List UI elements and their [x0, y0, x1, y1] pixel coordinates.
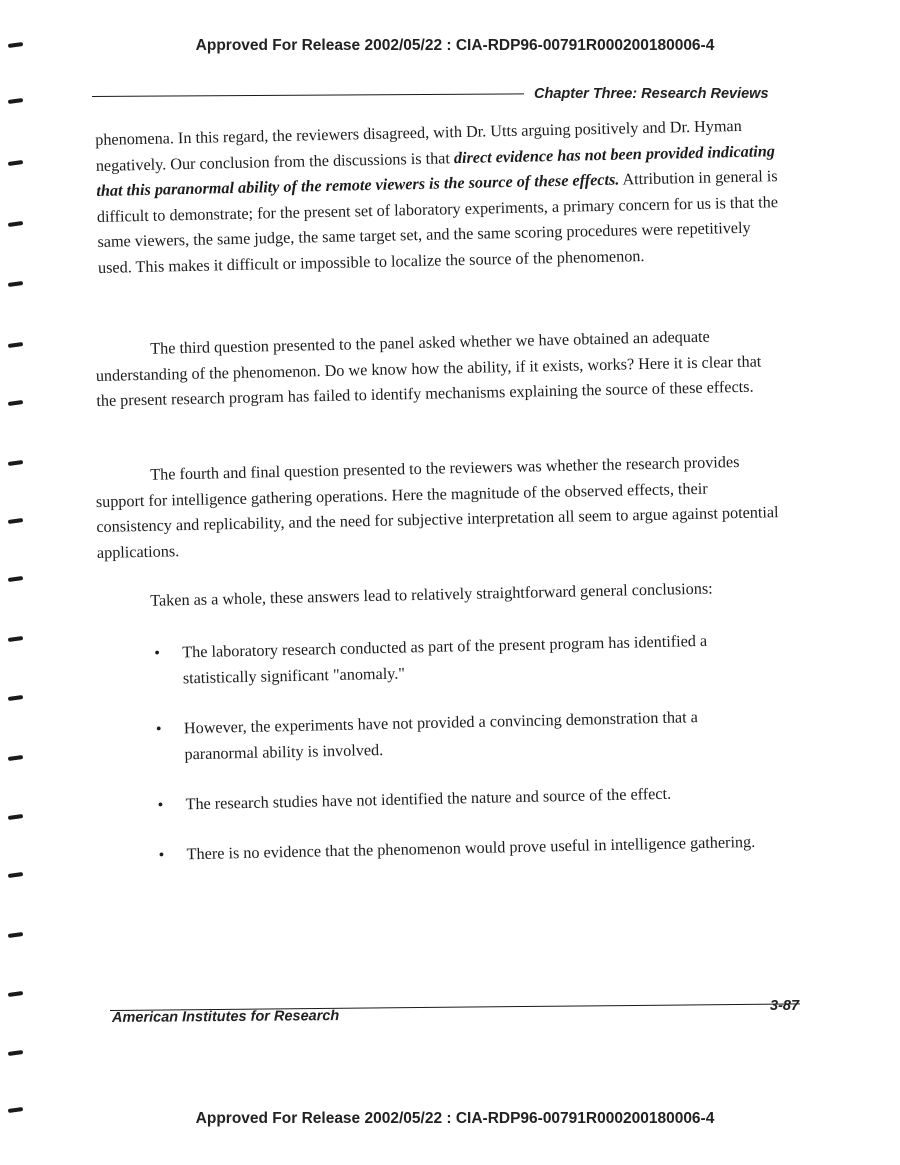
margin-mark: [8, 991, 23, 997]
paragraph-2-text: The third question presented to the panel asked whether we have obtained an adequate understanding of the phenomenon. Do we know how the ability, if it exists, works? Here it is clear that the present research program has failed to identify mechanisms explaining the source of these effects.: [95, 327, 762, 410]
margin-mark: [8, 400, 23, 406]
margin-mark: [8, 460, 23, 466]
footer-organization: American Institutes for Research: [111, 1008, 340, 1026]
margin-mark: [8, 518, 23, 524]
margin-mark: [8, 576, 23, 582]
margin-mark: [8, 932, 23, 938]
paragraph-1: [95, 113, 783, 281]
page-number: 3-87: [770, 998, 800, 1014]
margin-mark: [8, 1050, 23, 1056]
paragraph-3: [95, 449, 782, 566]
release-header: Approved For Release 2002/05/22 : CIA-RDP96-00791R000200180006-4: [195, 37, 715, 54]
margin-mark: [8, 98, 23, 104]
margin-mark: [8, 814, 23, 820]
list-item: [156, 828, 776, 868]
paragraph-1-start: phenomena. In this regard, the reviewers disagreed, with Dr. Utts arguing positively and Dr. Hyman negatively. Our conclusion from the discussions is that: [95, 116, 742, 175]
paragraph-1-emphasis: direct evidence has not been provided indicating that this paranormal ability of the remote viewers is the source of these effects.: [96, 141, 776, 200]
conclusions-list: [152, 626, 777, 891]
release-footer: Approved For Release 2002/05/22 : CIA-RDP96-00791R000200180006-4: [195, 1110, 715, 1127]
paragraph-4: [95, 575, 780, 615]
bullet-text: The research studies have not identified the nature and source of the effect.: [185, 784, 672, 814]
paragraph-3-text: The fourth and final question presented to the reviewers was whether the research provides support for intelligence gathering operations. Here the magnitude of the observed effects, their consistency and replicability, and the need for subjective interpretation all seem to argue against potential applications.: [95, 452, 779, 562]
margin-mark: [8, 755, 23, 761]
bullet-marker: •: [158, 845, 165, 864]
bullet-text: The laboratory research conducted as part of the present program has identified a statistically significant "anomaly.": [182, 631, 708, 688]
list-item: [152, 626, 773, 692]
paragraph-4-text: Taken as a whole, these answers lead to relatively straightforward general conclusions:: [150, 579, 713, 610]
paragraph-2: [95, 323, 782, 414]
bullet-marker: •: [157, 795, 164, 814]
bullet-text: There is no evidence that the phenomenon would prove useful in intelligence gathering.: [186, 832, 756, 864]
margin-mark: [8, 695, 23, 701]
paragraph-1-end: Attribution in general is difficult to demonstrate; for the present set of laboratory experiments, a primary concern for us is that the same viewers, the same judge, the same target set, and the same scoring procedures were repetitively used. This makes it difficult or impossible to localize the source of the phenomenon.: [96, 167, 779, 277]
list-item: [155, 778, 775, 818]
margin-mark: [8, 281, 23, 287]
chapter-heading: Chapter Three: Research Reviews: [534, 86, 769, 102]
margin-mark: [8, 221, 23, 227]
bullet-text: However, the experiments have not provided a convincing demonstration that a paranormal ability is involved.: [183, 708, 699, 764]
margin-mark: [8, 872, 23, 878]
margin-mark: [8, 160, 23, 166]
bullet-marker: •: [154, 643, 161, 662]
margin-mark: [8, 342, 23, 348]
header-rule: [92, 93, 524, 97]
margin-mark: [8, 636, 23, 642]
list-item: [154, 702, 775, 768]
bullet-marker: •: [155, 719, 162, 738]
